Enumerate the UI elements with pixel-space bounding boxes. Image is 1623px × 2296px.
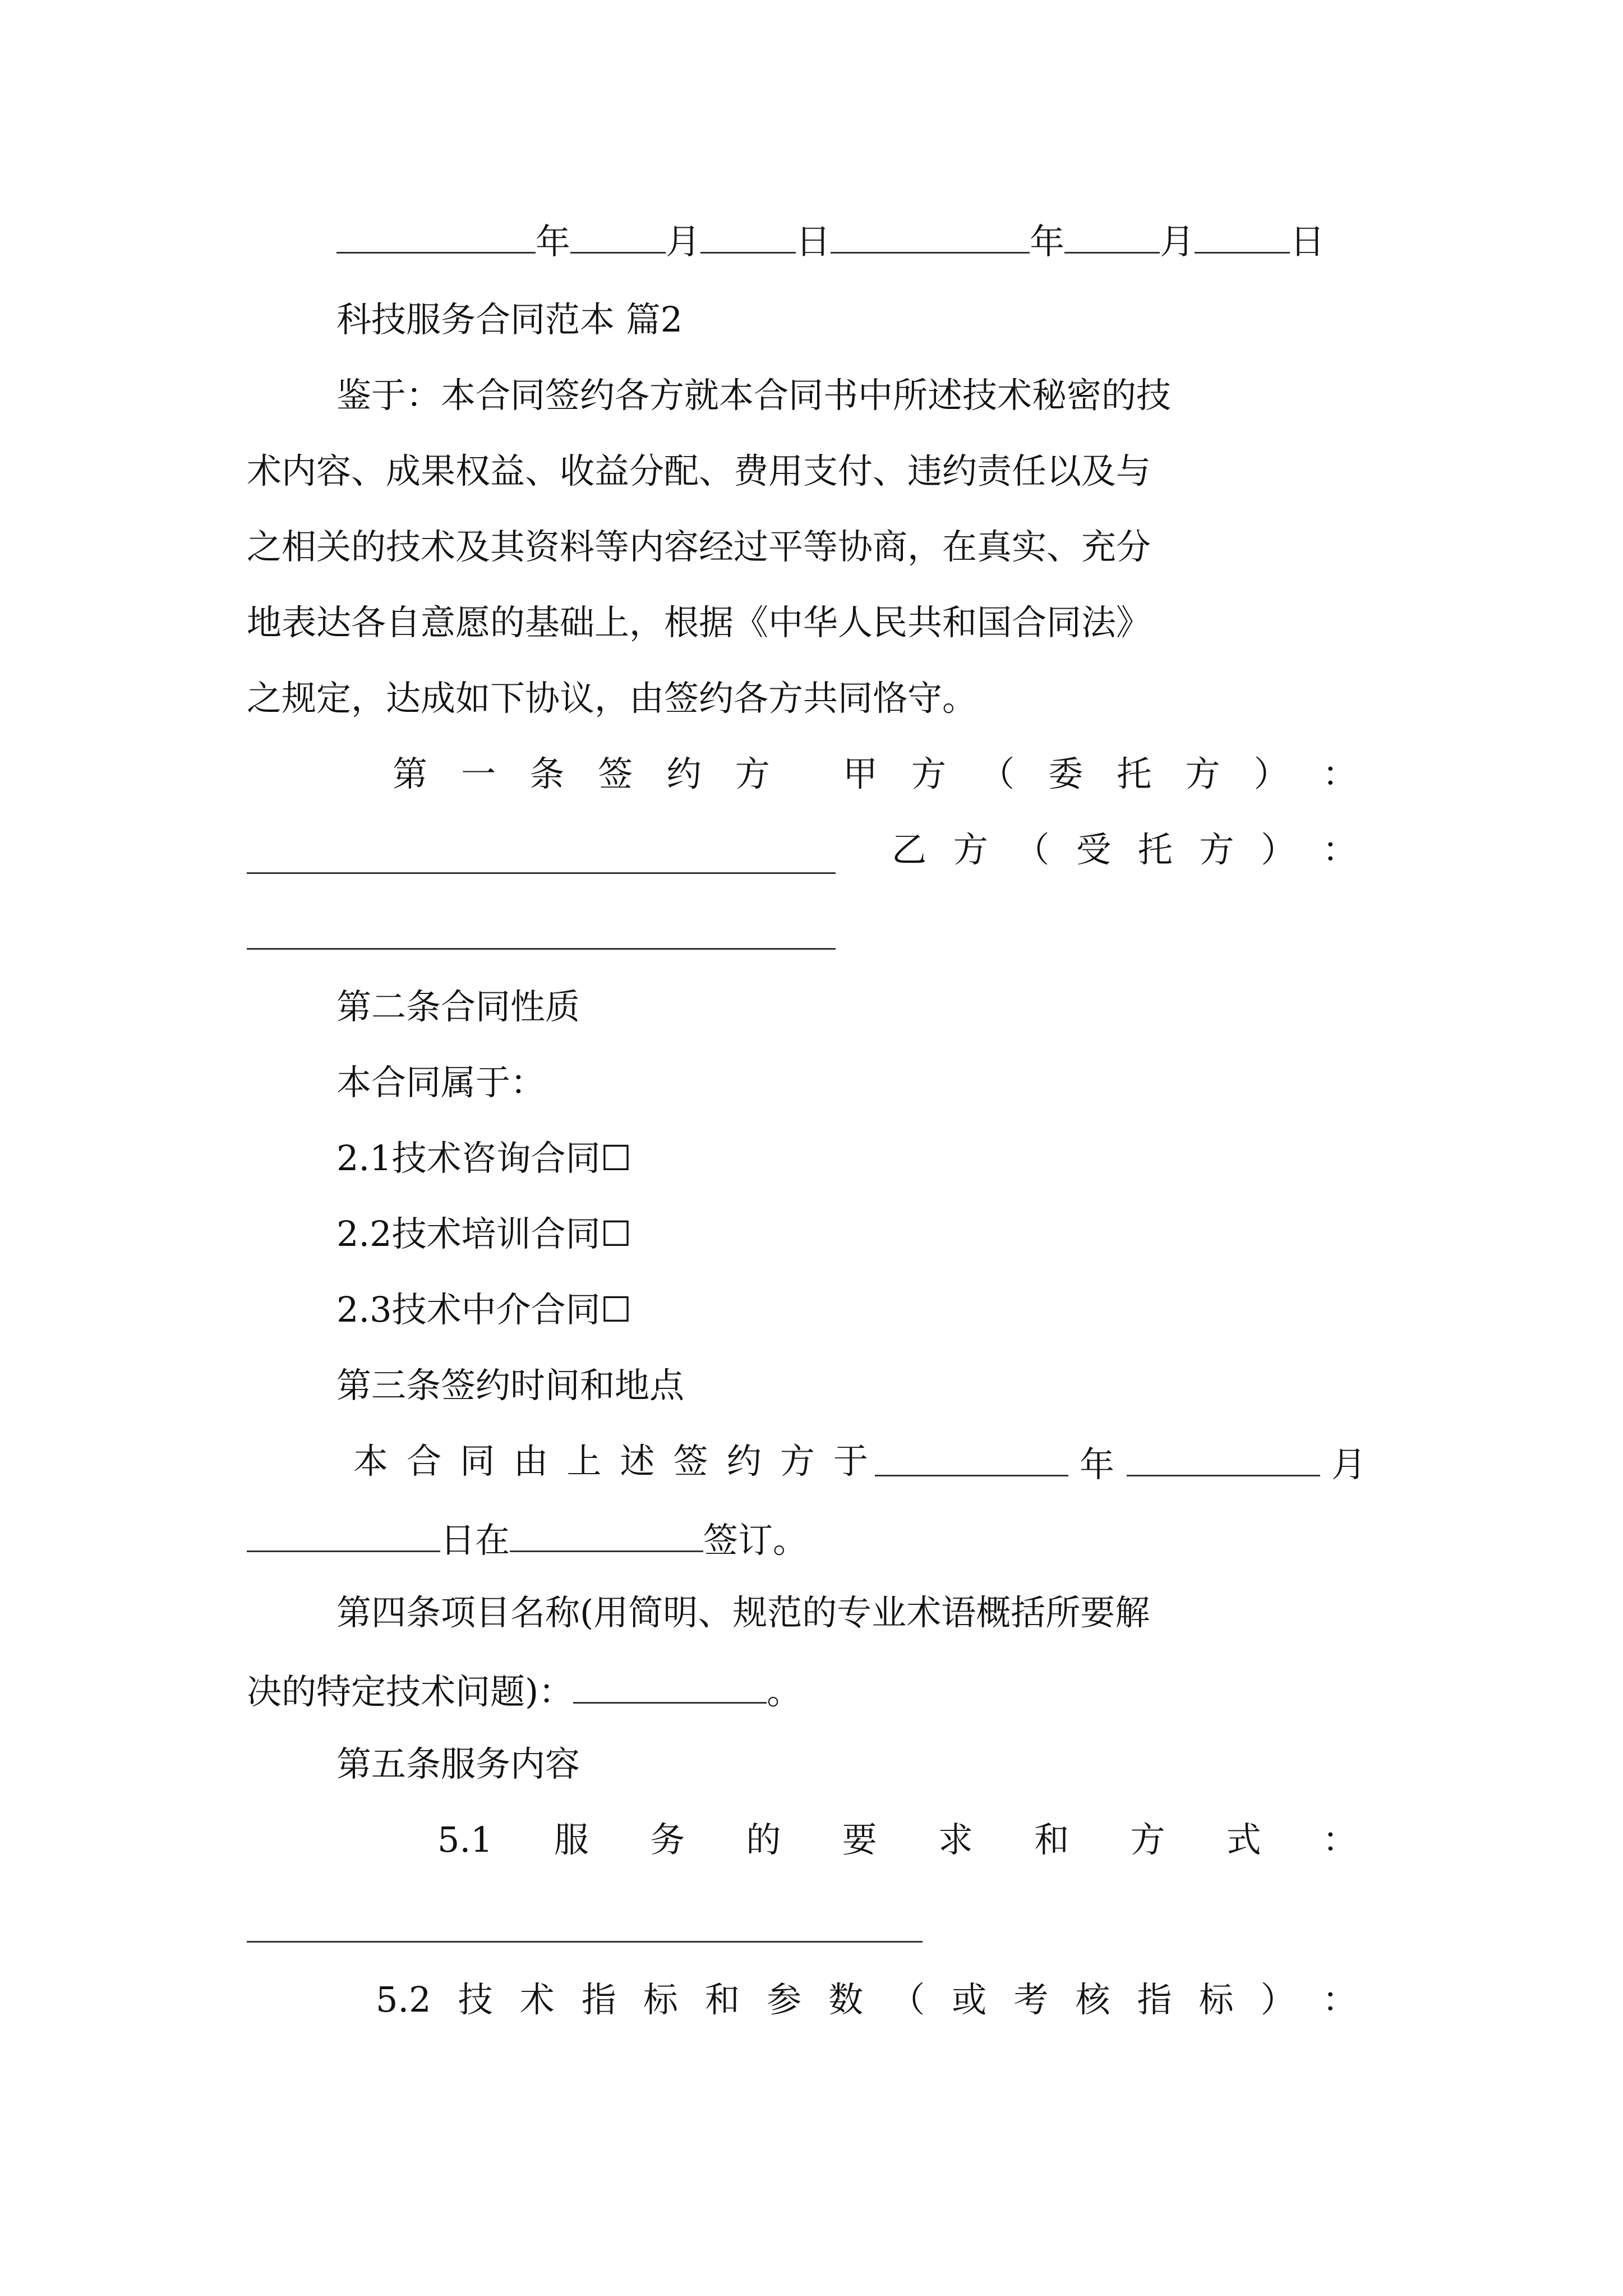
art1-char: 签: [598, 753, 633, 794]
preamble-line-1: 鉴于：本合同签约各方就本合同书中所述技术秘密的技: [336, 375, 1172, 416]
signed-label: 签订。: [703, 1520, 808, 1561]
s52-char: （: [890, 1979, 925, 2020]
option-2-1[interactable]: 2.1技术咨询合同☐: [336, 1138, 632, 1179]
art1-char: 方: [1185, 753, 1220, 794]
month-blank-2[interactable]: [1064, 216, 1160, 254]
s52-char: 或: [952, 1979, 987, 2020]
s52-char: 参: [767, 1979, 802, 2020]
s52-char: 和: [704, 1979, 740, 2020]
art3-char: 签: [673, 1441, 709, 1481]
sign-month-label: 月: [1331, 1444, 1368, 1485]
art1-char: 方: [735, 753, 770, 794]
date-line: [336, 216, 1325, 264]
sign-day-label: 日在: [440, 1520, 510, 1561]
s52-char: 数: [828, 1979, 864, 2020]
day-label-1: 日: [796, 221, 831, 262]
art3-char: 于: [833, 1441, 869, 1481]
art1-b-char: （: [1015, 829, 1050, 870]
art1-char: ：: [1322, 753, 1357, 794]
art1-char: 约: [666, 753, 702, 794]
article-4-line-2: [247, 1666, 801, 1714]
s52-char: 考: [1013, 1979, 1049, 2020]
sign-year-blank[interactable]: [875, 1439, 1068, 1476]
s52-char: 指: [581, 1979, 616, 2020]
s51-char: 求: [938, 1819, 973, 1860]
art1-char: ）: [1253, 753, 1289, 794]
heading: 科技服务合同范本 篇2: [336, 299, 683, 340]
sign-month-blank[interactable]: [1127, 1439, 1320, 1476]
art1-char: 委: [1048, 753, 1083, 794]
art1-char: 第: [393, 753, 428, 794]
art3-char: 约: [726, 1441, 763, 1481]
option-2-3[interactable]: 2.3技术中介合同☐: [336, 1289, 632, 1330]
art3-char: 上: [566, 1441, 603, 1481]
art1-char: （: [980, 753, 1015, 794]
s52-char: 标: [643, 1979, 678, 2020]
preamble-line-3: 之相关的技术及其资料等内容经过平等协商，在真实、充分: [247, 526, 1151, 567]
art1-b-char: 方: [1199, 829, 1234, 870]
year-blank-1[interactable]: [336, 216, 536, 254]
day-blank-1[interactable]: [700, 216, 796, 254]
party-a-blank[interactable]: [247, 872, 836, 874]
day-label-2: 日: [1290, 221, 1325, 262]
party-b-blank[interactable]: [247, 948, 836, 950]
art3-char: 同: [460, 1441, 496, 1481]
s51-char: ：: [1322, 1819, 1357, 1860]
article-3-title: 第三条签约时间和地点: [336, 1365, 685, 1406]
s52-char: 术: [519, 1979, 555, 2020]
article-1-line: [393, 752, 1357, 797]
article-4-text: 决的特定技术问题)：: [247, 1671, 574, 1712]
article-2-intro: 本合同属于：: [336, 1062, 546, 1103]
article-5-title: 第五条服务内容: [336, 1743, 580, 1784]
article-3-line-1: [353, 1439, 1367, 1487]
article-2-title: 第二条合同性质: [336, 986, 580, 1027]
art3-char: 由: [513, 1441, 550, 1481]
preamble-line-2: 术内容、成果权益、收益分配、费用支付、违约责任以及与: [247, 450, 1151, 491]
s52-char: ：: [1322, 1979, 1357, 2020]
s52-char: ）: [1260, 1979, 1295, 2020]
art1-char: 一: [461, 753, 496, 794]
art1-b-char: 受: [1076, 829, 1112, 870]
art1-b-char: ：: [1322, 829, 1357, 870]
art3-char: 述: [620, 1441, 656, 1481]
art3-char: 方: [780, 1441, 816, 1481]
art1-b-char: 方: [953, 829, 988, 870]
year-label-2: 年: [1030, 221, 1065, 262]
service-requirements-blank[interactable]: [247, 1941, 923, 1943]
article-5-1-line: [437, 1818, 1357, 1862]
sign-year-label: 年: [1080, 1444, 1116, 1485]
sign-place-blank[interactable]: [510, 1515, 703, 1552]
s51-char: 服: [554, 1819, 589, 1860]
s51-char: 式: [1226, 1819, 1261, 1860]
article-4-line-1: 第四条项目名称(用简明、规范的专业术语概括所要解: [336, 1592, 1150, 1633]
s51-char: 方: [1130, 1819, 1165, 1860]
s52-char: 指: [1137, 1979, 1172, 2020]
day-blank-2[interactable]: [1195, 216, 1290, 254]
art1-char: 条: [529, 753, 565, 794]
option-2-2[interactable]: 2.2技术培训合同☐: [336, 1213, 632, 1254]
s51-char: 务: [650, 1819, 685, 1860]
art1-char: 托: [1117, 753, 1152, 794]
s52-char: 5.2: [376, 1979, 431, 2020]
month-label-1: 月: [666, 221, 701, 262]
sign-day-blank[interactable]: [247, 1515, 440, 1552]
art1-char: 甲: [842, 753, 878, 794]
month-blank-1[interactable]: [570, 216, 666, 254]
s52-char: 技: [458, 1979, 493, 2020]
article-4-end: 。: [767, 1671, 802, 1712]
art1-char: 方: [911, 753, 946, 794]
article-5-2-line: [376, 1977, 1357, 2022]
year-label-1: 年: [536, 221, 571, 262]
month-label-2: 月: [1160, 221, 1195, 262]
art1-b-char: 乙: [892, 829, 927, 870]
preamble-line-4: 地表达各自意愿的基础上，根据《中华人民共和国合同法》: [247, 602, 1151, 643]
s51-char: 5.1: [437, 1819, 493, 1860]
article-3-line-2: [247, 1515, 808, 1563]
s52-char: 标: [1198, 1979, 1234, 2020]
preamble-line-5: 之规定，达成如下协议，由签约各方共同恪守。: [247, 678, 978, 719]
project-name-blank[interactable]: [573, 1666, 767, 1704]
party-b-line: [892, 827, 1357, 872]
s51-char: 和: [1034, 1819, 1069, 1860]
art1-b-char: ）: [1261, 829, 1296, 870]
s51-char: 的: [746, 1819, 781, 1860]
art3-char: 本: [353, 1441, 390, 1481]
art1-b-char: 托: [1137, 829, 1173, 870]
s51-char: 要: [842, 1819, 877, 1860]
year-blank-2[interactable]: [831, 216, 1030, 254]
s52-char: 核: [1075, 1979, 1110, 2020]
art3-char: 合: [407, 1441, 443, 1481]
